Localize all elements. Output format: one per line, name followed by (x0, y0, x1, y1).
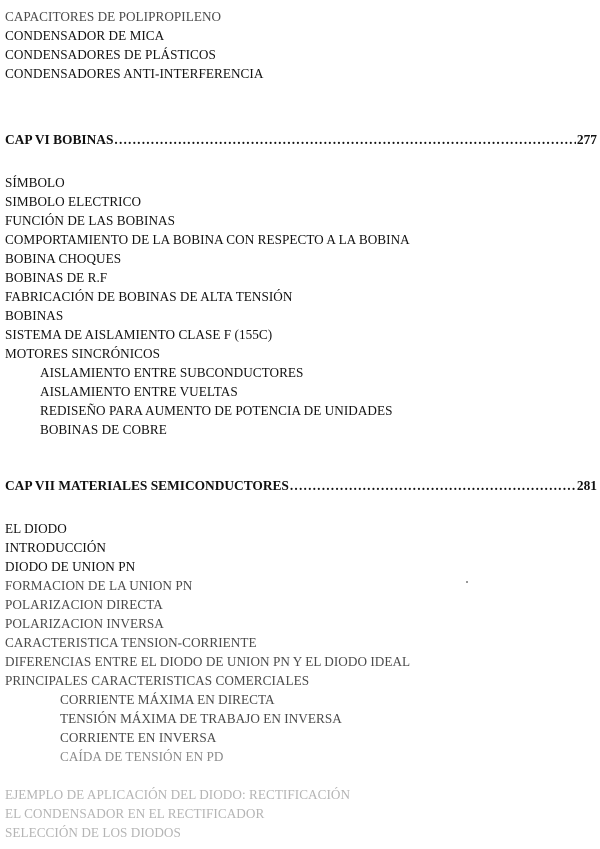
toc-subitem: TENSIÓN MÁXIMA DE TRABAJO EN INVERSA (60, 711, 342, 726)
toc-item: INTRODUCCIÓN (5, 540, 106, 555)
toc-item: CONDENSADORES ANTI-INTERFERENCIA (5, 66, 264, 81)
toc-item: MOTORES SINCRÓNICOS (5, 346, 160, 361)
scan-speck (466, 581, 468, 583)
toc-item: CONDENSADORES DE PLÁSTICOS (5, 47, 216, 62)
toc-item: BOBINA CHOQUES (5, 251, 122, 266)
toc-subitem: AISLAMIENTO ENTRE VUELTAS (40, 384, 238, 399)
toc-item: EL CONDENSADOR EN EL RECTIFICADOR (5, 806, 265, 821)
toc-item: FUNCIÓN DE LAS BOBINAS (5, 213, 175, 228)
toc-subitem: REDISEÑO PARA AUMENTO DE POTENCIA DE UNIDADES (40, 403, 393, 418)
chapter-title: CAP VII MATERIALES SEMICONDUCTORES (5, 478, 289, 493)
toc-item: BOBINAS (5, 308, 64, 323)
toc-subitem: CORRIENTE EN INVERSA (60, 730, 217, 745)
toc-subitem: CAÍDA DE TENSIÓN EN PD (60, 749, 224, 764)
chapter-page-number: 277 (576, 132, 597, 147)
toc-item: DIFERENCIAS ENTRE EL DIODO DE UNION PN Y EL DIODO IDEAL (5, 654, 411, 669)
chapter-heading (5, 478, 597, 496)
toc-item: SÍMBOLO (5, 175, 65, 190)
toc-item: EL DIODO (5, 521, 67, 536)
chapter-page-number: 281 (576, 478, 597, 493)
toc-item: FORMACION DE LA UNION PN (5, 578, 193, 593)
toc-item: FABRICACIÓN DE BOBINAS DE ALTA TENSIÓN (5, 289, 293, 304)
toc-subitem: CORRIENTE MÁXIMA EN DIRECTA (60, 692, 275, 707)
leader-dots (114, 132, 576, 148)
leader-dots (290, 478, 576, 494)
toc-item: PRINCIPALES CARACTERISTICAS COMERCIALES (5, 673, 310, 688)
chapter-title: CAP VI BOBINAS (5, 132, 114, 147)
toc-item: CAPACITORES DE POLIPROPILENO (5, 9, 222, 24)
toc-item: SELECCIÓN DE LOS DIODOS (5, 825, 181, 840)
toc-item: DIODO DE UNION PN (5, 559, 136, 574)
toc-item: CONDENSADOR DE MICA (5, 28, 165, 43)
toc-item: CARACTERISTICA TENSION-CORRIENTE (5, 635, 257, 650)
toc-item: POLARIZACION DIRECTA (5, 597, 163, 612)
toc-item: SIMBOLO ELECTRICO (5, 194, 142, 209)
toc-item: EJEMPLO DE APLICACIÓN DEL DIODO: RECTIFICACIÓN (5, 787, 351, 802)
toc-subitem: AISLAMIENTO ENTRE SUBCONDUCTORES (40, 365, 304, 380)
toc-item: POLARIZACION INVERSA (5, 616, 164, 631)
toc-item: SISTEMA DE AISLAMIENTO CLASE F (155C) (5, 327, 273, 342)
toc-item: COMPORTAMIENTO DE LA BOBINA CON RESPECTO A LA BOBINA (5, 232, 410, 247)
toc-subitem: BOBINAS DE COBRE (40, 422, 167, 437)
chapter-heading (5, 132, 597, 150)
toc-item: BOBINAS DE R.F (5, 270, 108, 285)
